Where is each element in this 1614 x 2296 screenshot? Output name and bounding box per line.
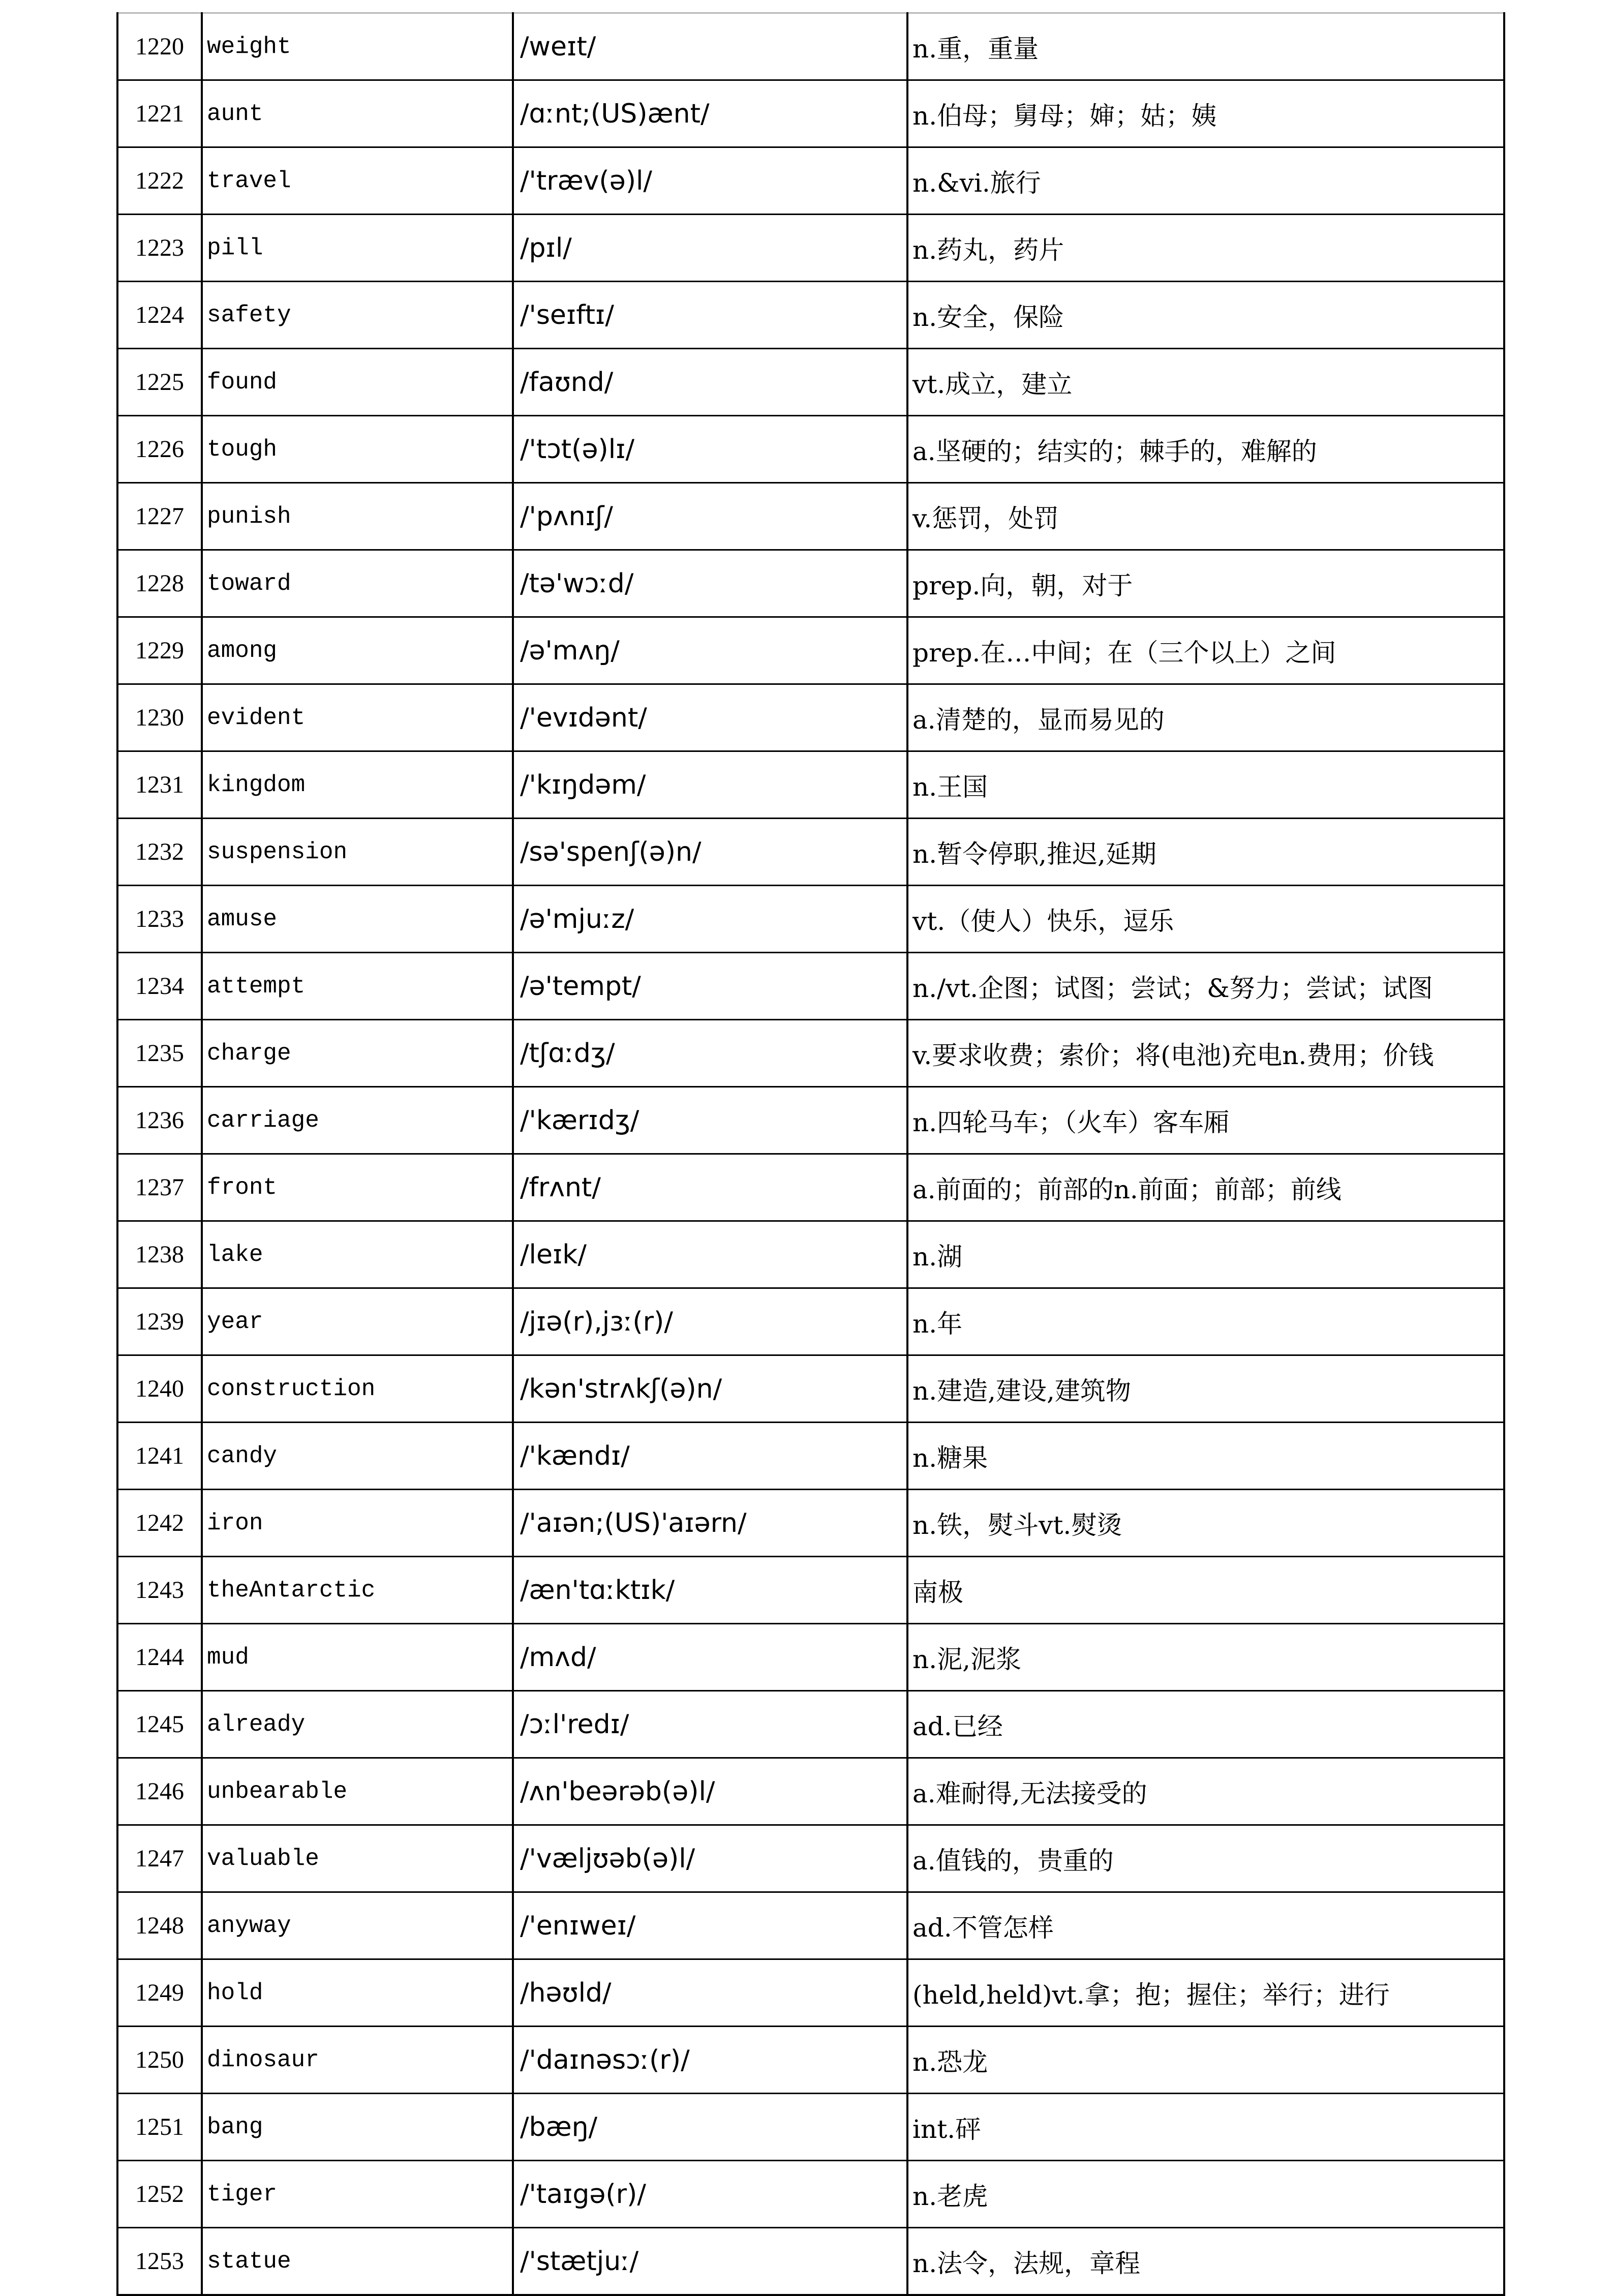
entry-definition: a.难耐得,无法接受的 bbox=[907, 1758, 1504, 1825]
entry-word: already bbox=[202, 1691, 513, 1758]
entry-definition: n.法令，法规，章程 bbox=[907, 2228, 1504, 2295]
entry-number: 1233 bbox=[117, 886, 202, 953]
entry-number: 1226 bbox=[117, 416, 202, 483]
entry-phonetic: /'evɪdənt/ bbox=[513, 684, 907, 751]
entry-phonetic: /'træv(ə)l/ bbox=[513, 147, 907, 215]
entry-word: theAntarctic bbox=[202, 1557, 513, 1624]
entry-phonetic: /ʌn'beərəb(ə)l/ bbox=[513, 1758, 907, 1825]
entry-word: candy bbox=[202, 1423, 513, 1490]
table-row bbox=[117, 953, 1504, 1020]
table-row bbox=[117, 282, 1504, 349]
table-row bbox=[117, 2161, 1504, 2228]
entry-word: iron bbox=[202, 1490, 513, 1557]
entry-number: 1223 bbox=[117, 215, 202, 282]
table-row bbox=[117, 1624, 1504, 1691]
entry-definition: v.要求收费；索价；将(电池)充电n.费用；价钱 bbox=[907, 1020, 1504, 1087]
entry-definition: n.老虎 bbox=[907, 2161, 1504, 2228]
entry-word: aunt bbox=[202, 80, 513, 147]
entry-definition: n.泥,泥浆 bbox=[907, 1624, 1504, 1691]
entry-phonetic: /weɪt/ bbox=[513, 13, 907, 80]
entry-number: 1224 bbox=[117, 282, 202, 349]
entry-word: bang bbox=[202, 2094, 513, 2161]
entry-number: 1236 bbox=[117, 1087, 202, 1154]
entry-word: travel bbox=[202, 147, 513, 215]
table-row bbox=[117, 1557, 1504, 1624]
entry-definition: ad.已经 bbox=[907, 1691, 1504, 1758]
entry-phonetic: /sə'spenʃ(ə)n/ bbox=[513, 819, 907, 886]
entry-definition: n.暂令停职,推迟,延期 bbox=[907, 819, 1504, 886]
vocabulary-table bbox=[116, 12, 1505, 2296]
entry-definition: vt.（使人）快乐，逗乐 bbox=[907, 886, 1504, 953]
entry-word: tiger bbox=[202, 2161, 513, 2228]
entry-definition: prep.在…中间；在（三个以上）之间 bbox=[907, 617, 1504, 684]
entry-word: hold bbox=[202, 1959, 513, 2027]
entry-phonetic: /'seɪftɪ/ bbox=[513, 282, 907, 349]
entry-phonetic: /frʌnt/ bbox=[513, 1154, 907, 1221]
table-row bbox=[117, 1423, 1504, 1490]
table-row bbox=[117, 1959, 1504, 2027]
entry-phonetic: /leɪk/ bbox=[513, 1221, 907, 1288]
entry-definition: v.惩罚，处罚 bbox=[907, 483, 1504, 550]
entry-number: 1242 bbox=[117, 1490, 202, 1557]
entry-definition: prep.向，朝，对于 bbox=[907, 550, 1504, 617]
table-row bbox=[117, 1355, 1504, 1423]
entry-phonetic: /'daɪnəsɔː(r)/ bbox=[513, 2027, 907, 2094]
entry-phonetic: /æn'tɑːktɪk/ bbox=[513, 1557, 907, 1624]
entry-definition: n.王国 bbox=[907, 751, 1504, 819]
entry-definition: n.糖果 bbox=[907, 1423, 1504, 1490]
entry-phonetic: /'stætjuː/ bbox=[513, 2228, 907, 2295]
entry-word: dinosaur bbox=[202, 2027, 513, 2094]
entry-definition: n.年 bbox=[907, 1288, 1504, 1355]
entry-number: 1245 bbox=[117, 1691, 202, 1758]
entry-number: 1251 bbox=[117, 2094, 202, 2161]
table-row bbox=[117, 349, 1504, 416]
entry-definition: n.铁，熨斗vt.熨烫 bbox=[907, 1490, 1504, 1557]
table-row bbox=[117, 617, 1504, 684]
entry-phonetic: /'kɪŋdəm/ bbox=[513, 751, 907, 819]
entry-phonetic: /'taɪgə(r)/ bbox=[513, 2161, 907, 2228]
entry-phonetic: /jɪə(r),jɜː(r)/ bbox=[513, 1288, 907, 1355]
entry-number: 1229 bbox=[117, 617, 202, 684]
entry-word: punish bbox=[202, 483, 513, 550]
table-row bbox=[117, 2228, 1504, 2295]
entry-definition: n.四轮马车；（火车）客车厢 bbox=[907, 1087, 1504, 1154]
entry-number: 1244 bbox=[117, 1624, 202, 1691]
vocabulary-table-body bbox=[117, 13, 1504, 2295]
table-row bbox=[117, 1490, 1504, 1557]
entry-phonetic: /tʃɑːdʒ/ bbox=[513, 1020, 907, 1087]
entry-number: 1243 bbox=[117, 1557, 202, 1624]
entry-word: found bbox=[202, 349, 513, 416]
entry-word: kingdom bbox=[202, 751, 513, 819]
entry-word: front bbox=[202, 1154, 513, 1221]
entry-word: tough bbox=[202, 416, 513, 483]
entry-number: 1235 bbox=[117, 1020, 202, 1087]
table-row bbox=[117, 147, 1504, 215]
entry-word: evident bbox=[202, 684, 513, 751]
entry-number: 1248 bbox=[117, 1892, 202, 1959]
entry-phonetic: /ə'mʌŋ/ bbox=[513, 617, 907, 684]
entry-number: 1222 bbox=[117, 147, 202, 215]
table-row bbox=[117, 550, 1504, 617]
entry-phonetic: /mʌd/ bbox=[513, 1624, 907, 1691]
entry-definition: n.恐龙 bbox=[907, 2027, 1504, 2094]
entry-definition: 南极 bbox=[907, 1557, 1504, 1624]
entry-word: attempt bbox=[202, 953, 513, 1020]
entry-phonetic: /tə'wɔːd/ bbox=[513, 550, 907, 617]
entry-word: unbearable bbox=[202, 1758, 513, 1825]
table-row bbox=[117, 819, 1504, 886]
entry-phonetic: /ə'mjuːz/ bbox=[513, 886, 907, 953]
entry-number: 1234 bbox=[117, 953, 202, 1020]
table-row bbox=[117, 1825, 1504, 1892]
entry-word: pill bbox=[202, 215, 513, 282]
entry-number: 1250 bbox=[117, 2027, 202, 2094]
entry-definition: a.前面的；前部的n.前面；前部；前线 bbox=[907, 1154, 1504, 1221]
entry-word: amuse bbox=[202, 886, 513, 953]
entry-word: valuable bbox=[202, 1825, 513, 1892]
entry-word: year bbox=[202, 1288, 513, 1355]
entry-number: 1225 bbox=[117, 349, 202, 416]
entry-definition: a.值钱的，贵重的 bbox=[907, 1825, 1504, 1892]
entry-phonetic: /'aɪən;(US)'aɪərn/ bbox=[513, 1490, 907, 1557]
entry-number: 1237 bbox=[117, 1154, 202, 1221]
table-row bbox=[117, 684, 1504, 751]
table-row bbox=[117, 1020, 1504, 1087]
entry-definition: vt.成立，建立 bbox=[907, 349, 1504, 416]
entry-number: 1241 bbox=[117, 1423, 202, 1490]
entry-phonetic: /həʊld/ bbox=[513, 1959, 907, 2027]
entry-number: 1249 bbox=[117, 1959, 202, 2027]
entry-number: 1253 bbox=[117, 2228, 202, 2295]
entry-number: 1220 bbox=[117, 13, 202, 80]
entry-phonetic: /faʊnd/ bbox=[513, 349, 907, 416]
entry-number: 1252 bbox=[117, 2161, 202, 2228]
entry-number: 1240 bbox=[117, 1355, 202, 1423]
table-row bbox=[117, 1758, 1504, 1825]
entry-word: weight bbox=[202, 13, 513, 80]
table-row bbox=[117, 886, 1504, 953]
entry-number: 1221 bbox=[117, 80, 202, 147]
table-row bbox=[117, 1691, 1504, 1758]
entry-number: 1231 bbox=[117, 751, 202, 819]
table-row bbox=[117, 1154, 1504, 1221]
entry-definition: n.建造,建设,建筑物 bbox=[907, 1355, 1504, 1423]
entry-definition: n.安全，保险 bbox=[907, 282, 1504, 349]
entry-phonetic: /kən'strʌkʃ(ə)n/ bbox=[513, 1355, 907, 1423]
entry-definition: n./vt.企图；试图；尝试；&努力；尝试；试图 bbox=[907, 953, 1504, 1020]
entry-definition: n.药丸，药片 bbox=[907, 215, 1504, 282]
entry-word: carriage bbox=[202, 1087, 513, 1154]
entry-number: 1228 bbox=[117, 550, 202, 617]
entry-word: mud bbox=[202, 1624, 513, 1691]
entry-phonetic: /'væljʊəb(ə)l/ bbox=[513, 1825, 907, 1892]
entry-phonetic: /bæŋ/ bbox=[513, 2094, 907, 2161]
entry-phonetic: /ɑːnt;(US)ænt/ bbox=[513, 80, 907, 147]
entry-word: toward bbox=[202, 550, 513, 617]
entry-word: construction bbox=[202, 1355, 513, 1423]
table-row bbox=[117, 1288, 1504, 1355]
table-row bbox=[117, 1221, 1504, 1288]
entry-number: 1246 bbox=[117, 1758, 202, 1825]
entry-word: anyway bbox=[202, 1892, 513, 1959]
entry-phonetic: /ɔːl'redɪ/ bbox=[513, 1691, 907, 1758]
entry-definition: a.坚硬的；结实的；棘手的，难解的 bbox=[907, 416, 1504, 483]
table-row bbox=[117, 2027, 1504, 2094]
entry-number: 1247 bbox=[117, 1825, 202, 1892]
entry-phonetic: /ə'tempt/ bbox=[513, 953, 907, 1020]
entry-definition: int.砰 bbox=[907, 2094, 1504, 2161]
entry-definition: a.清楚的，显而易见的 bbox=[907, 684, 1504, 751]
entry-definition: n.湖 bbox=[907, 1221, 1504, 1288]
entry-phonetic: /'enɪweɪ/ bbox=[513, 1892, 907, 1959]
table-row bbox=[117, 80, 1504, 147]
entry-phonetic: /'pʌnɪʃ/ bbox=[513, 483, 907, 550]
entry-definition: (held,held)vt.拿；抱；握住；举行；进行 bbox=[907, 1959, 1504, 2027]
entry-word: suspension bbox=[202, 819, 513, 886]
entry-phonetic: /'kændɪ/ bbox=[513, 1423, 907, 1490]
entry-number: 1227 bbox=[117, 483, 202, 550]
table-row bbox=[117, 1892, 1504, 1959]
table-row bbox=[117, 416, 1504, 483]
entry-phonetic: /'kærɪdʒ/ bbox=[513, 1087, 907, 1154]
table-row bbox=[117, 751, 1504, 819]
entry-definition: n.重，重量 bbox=[907, 13, 1504, 80]
table-row bbox=[117, 13, 1504, 80]
entry-word: lake bbox=[202, 1221, 513, 1288]
table-row bbox=[117, 1087, 1504, 1154]
entry-number: 1230 bbox=[117, 684, 202, 751]
entry-word: statue bbox=[202, 2228, 513, 2295]
entry-word: among bbox=[202, 617, 513, 684]
entry-word: safety bbox=[202, 282, 513, 349]
table-row bbox=[117, 2094, 1504, 2161]
entry-phonetic: /pɪl/ bbox=[513, 215, 907, 282]
table-row bbox=[117, 215, 1504, 282]
entry-definition: ad.不管怎样 bbox=[907, 1892, 1504, 1959]
entry-number: 1238 bbox=[117, 1221, 202, 1288]
entry-phonetic: /'tɔt(ə)lɪ/ bbox=[513, 416, 907, 483]
entry-number: 1232 bbox=[117, 819, 202, 886]
entry-definition: n.伯母；舅母；婶；姑；姨 bbox=[907, 80, 1504, 147]
entry-definition: n.&vi.旅行 bbox=[907, 147, 1504, 215]
table-row bbox=[117, 483, 1504, 550]
entry-word: charge bbox=[202, 1020, 513, 1087]
entry-number: 1239 bbox=[117, 1288, 202, 1355]
